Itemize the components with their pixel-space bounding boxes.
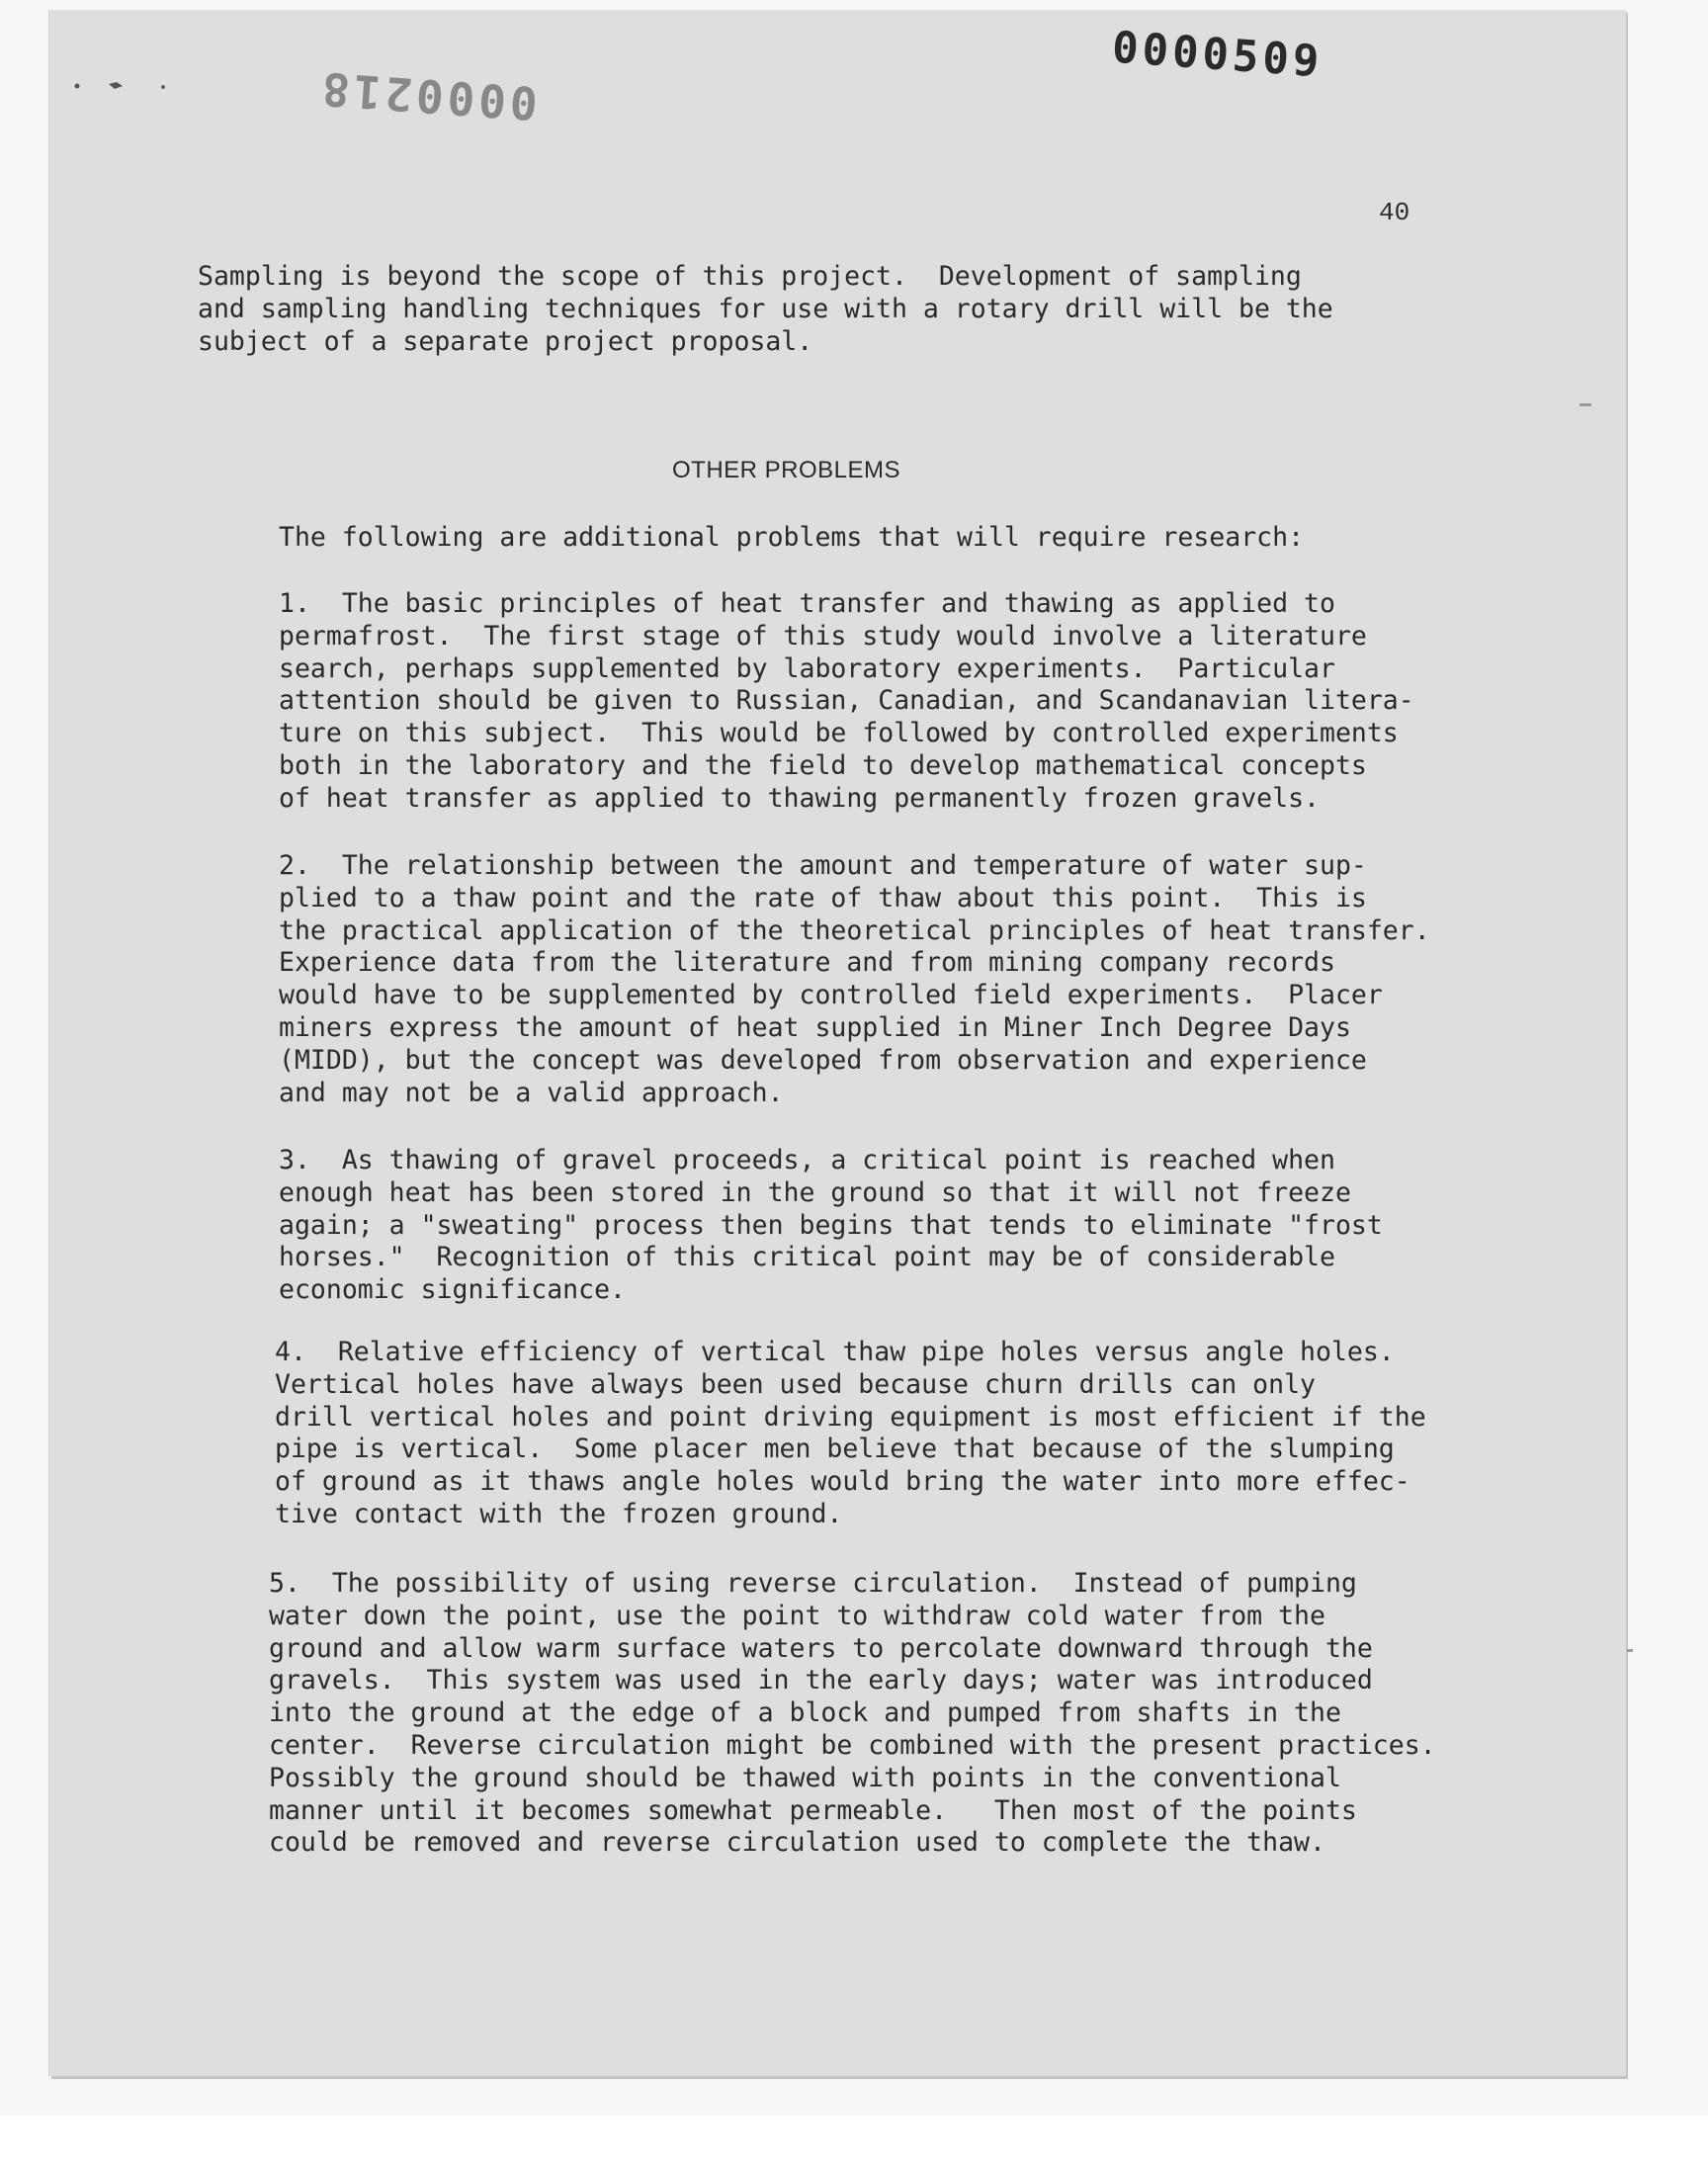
list-item: 4. Relative efficiency of vertical thaw pipe holes versus angle holes. Vertical holes have always been used because churn drills can only drill vertical holes and point driving equipment is most efficient if the pipe is vertical. Some placer men believe that because of the slumping of ground as it thaws angle holes would bring the water into more effec- tive contact with the frozen ground. xyxy=(275,1337,1426,1529)
lead-sentence: The following are additional problems that will require research: xyxy=(279,522,1305,553)
scan-specks xyxy=(69,77,178,95)
intro-paragraph: Sampling is beyond the scope of this project. Development of sampling and sampling handling techniques for use with a rotary drill will be the subject of a separate project proposal. xyxy=(198,261,1333,357)
faded-number-stamp: 0000218 xyxy=(316,61,540,130)
list-item: 5. The possibility of using reverse circulation. Instead of pumping water down the point, use the point to withdraw cold water from the ground and allow warm surface waters to percolate downward through the gravels. This system was used in the early days; water was introduced into the ground at the edge of a block and pumped from shafts in the center. Reverse circulation might be combined with the present practices. Possibly the ground should be thawed with points in the conventional manner until it becomes somewhat permeable. Then most of the points could be removed and reverse circulation used to complete the thaw. xyxy=(269,1568,1436,1859)
document-number-stamp: 0000509 xyxy=(1110,22,1324,88)
page-number: 40 xyxy=(1379,198,1410,227)
scan-mark xyxy=(1580,403,1591,406)
scan-mark xyxy=(1627,1649,1633,1652)
list-item: 3. As thawing of gravel proceeds, a critical point is reached when enough heat has been stored in the ground so that it will not freeze again; a "sweating" process then begins that tends to eliminate "frost horses." Recognition of this critical point may be of considerable economic significance. xyxy=(279,1145,1383,1306)
list-item: 2. The relationship between the amount and temperature of water sup- plied to a thaw point and the rate of thaw about this point. This is the practical application of the theoretical principles of heat transfer. Experience data from the literature and from mining company records would have to be supplemented by controlled field experiments. Placer miners express the amount of heat supplied in Miner Inch Degree Days (MIDD), but the concept was developed from observation and experience and may not be a valid approach. xyxy=(279,850,1430,1108)
section-heading: OTHER PROBLEMS xyxy=(672,457,901,483)
list-item: 1. The basic principles of heat transfer and thawing as applied to permafrost. The first stage of this study would involve a literature search, perhaps supplemented by laboratory experiments. Particular attention should be given to Russian, Canadian, and Scandanavian litera- ture on this subject. This would be followed by controlled experiments both in the laboratory and the field to develop mathematical concepts of heat transfer as applied to thawing permanently frozen gravels. xyxy=(279,588,1414,814)
scan-margin xyxy=(0,2116,1708,2175)
